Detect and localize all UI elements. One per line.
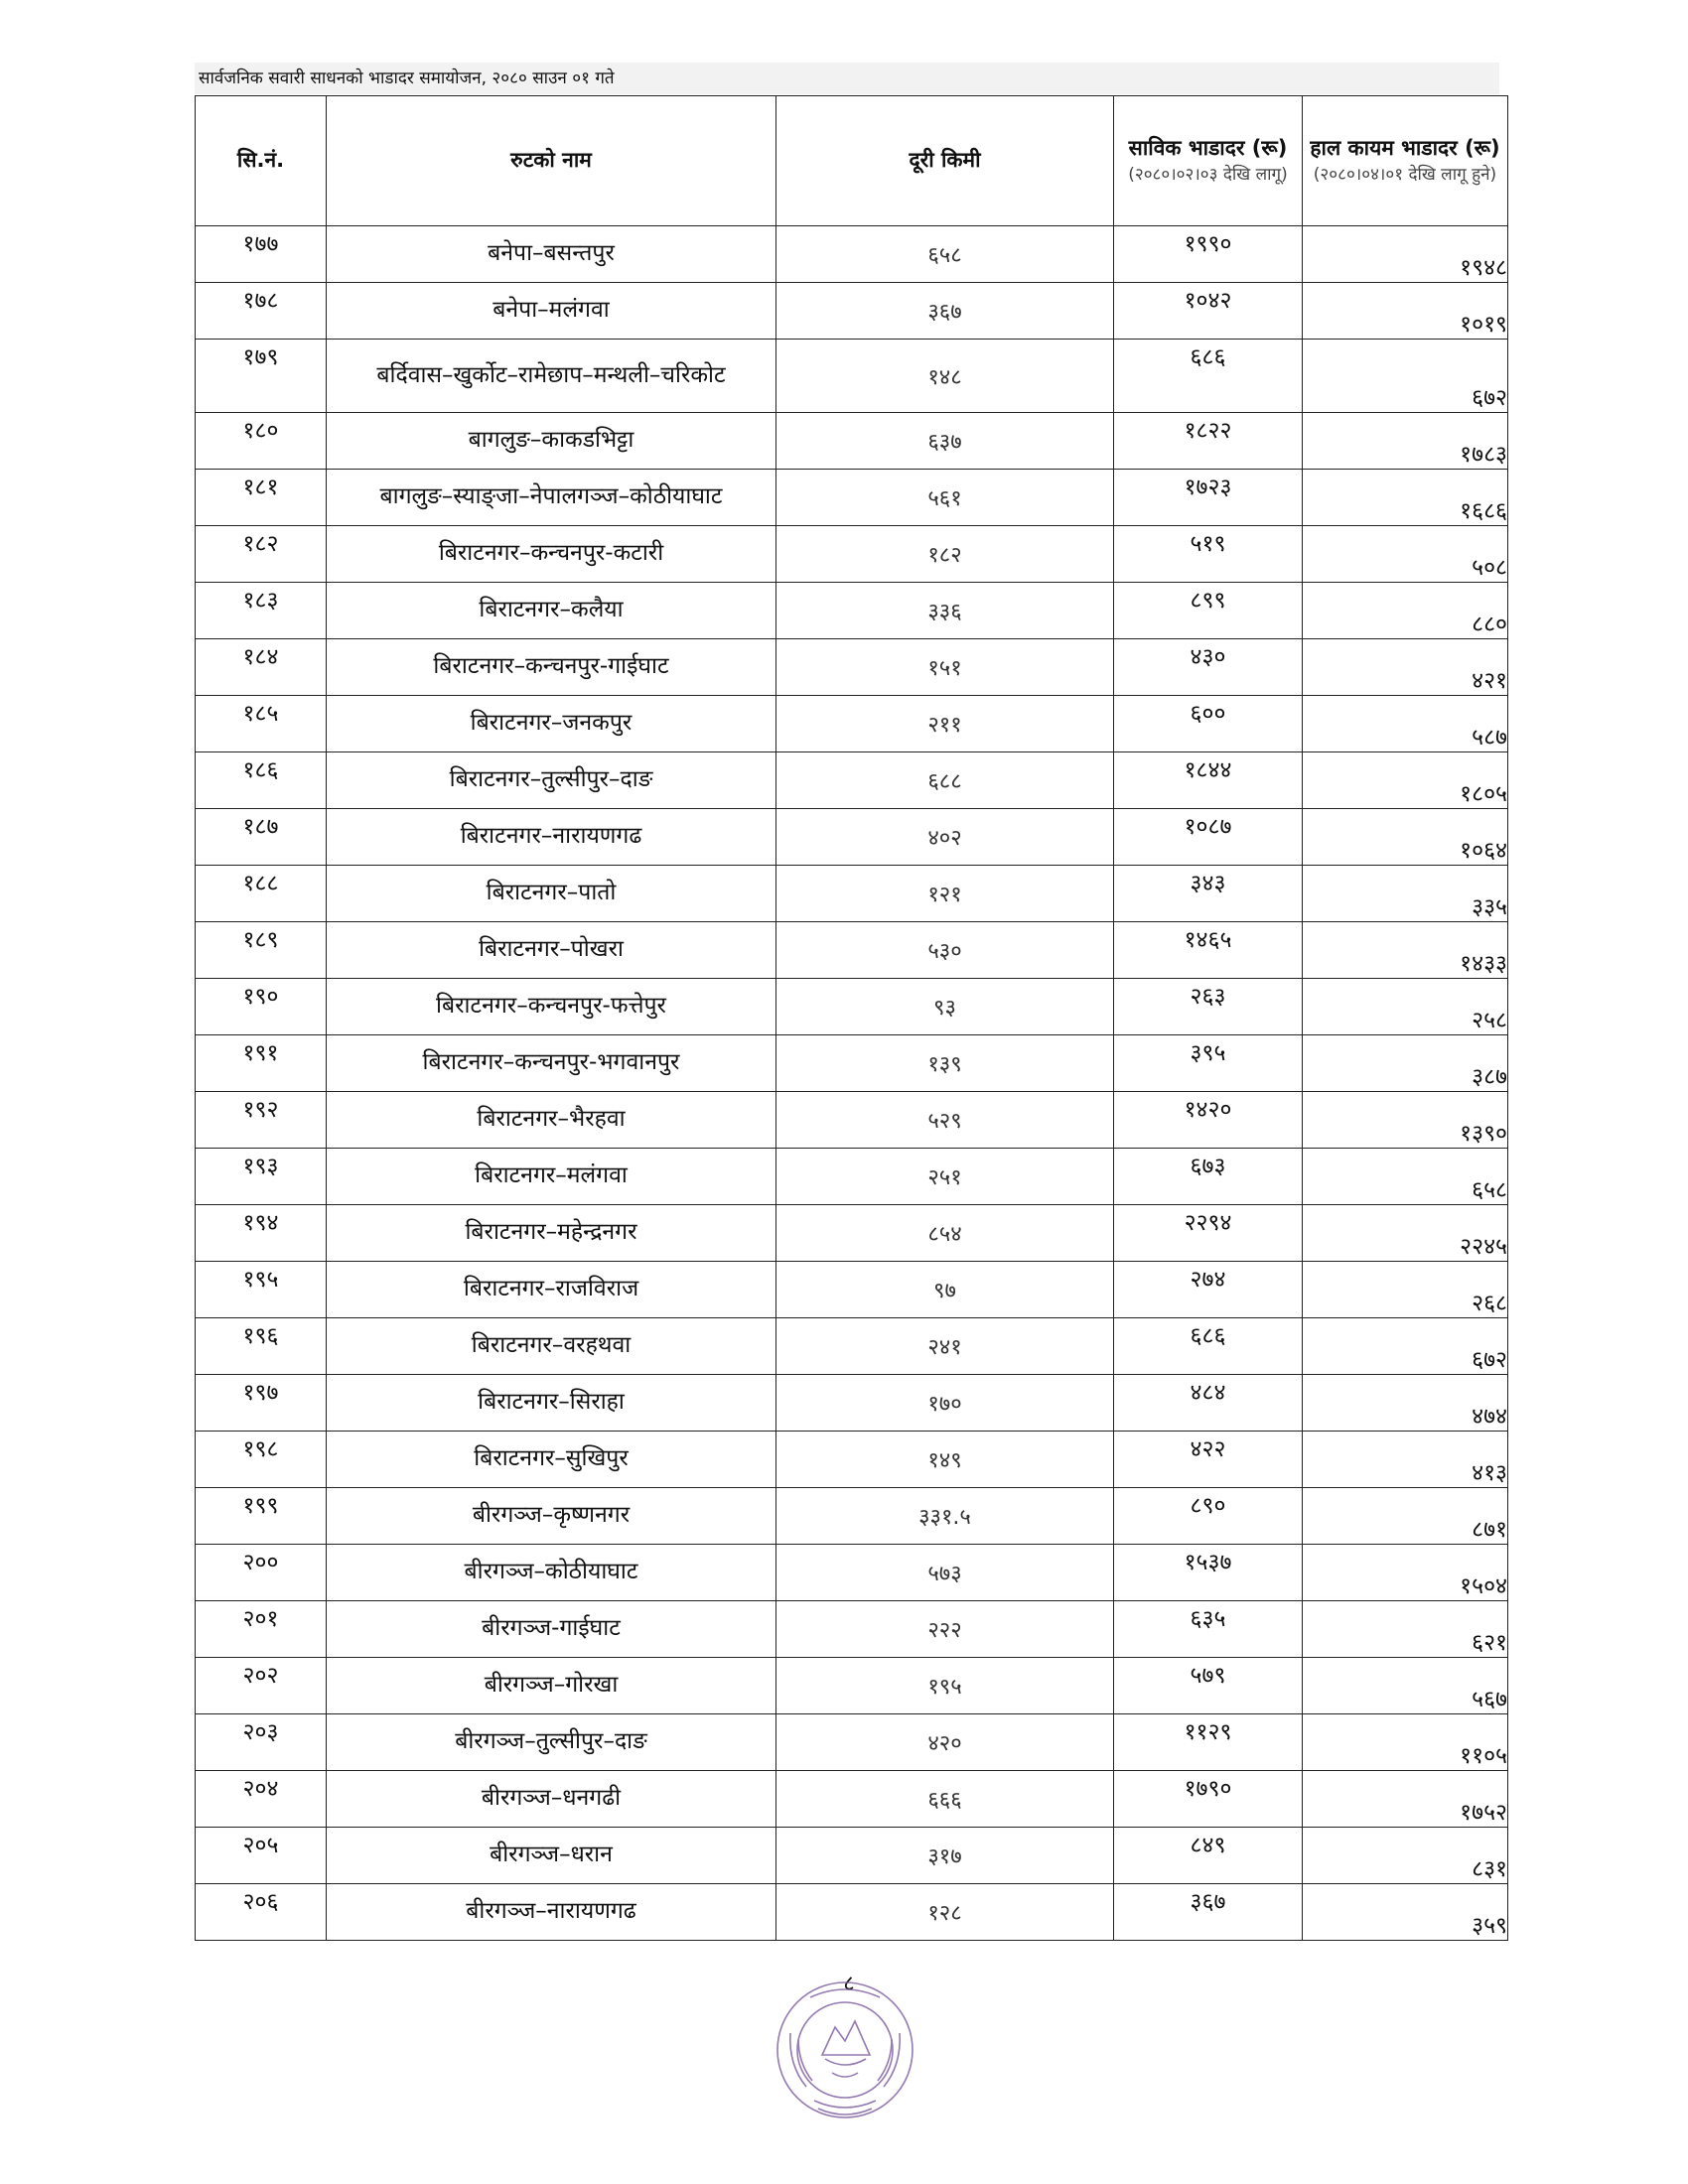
row-distance-km: ४०२ [776,809,1114,866]
row-distance-km: ९३ [776,979,1114,1035]
document-header: सार्वजनिक सवारी साधनको भाडादर समायोजन, २०८० साउन ०१ गते [195,63,1499,94]
table-row [196,413,1508,470]
row-old-fare: ४२२ [1114,1432,1303,1488]
row-serial-number: १८१ [196,470,327,526]
row-distance-km: ८५४ [776,1205,1114,1262]
row-new-fare: ३८७ [1303,1035,1508,1092]
row-serial-number: १९२ [196,1092,327,1149]
fare-table [195,95,1508,1941]
row-new-fare: २२४५ [1303,1205,1508,1262]
row-serial-number: २०६ [196,1884,327,1941]
table-row [196,1601,1508,1658]
row-serial-number: १८७ [196,809,327,866]
row-old-fare: ६०० [1114,696,1303,752]
row-old-fare: २६३ [1114,979,1303,1035]
row-route-name: बिराटनगर–नारायणगढ [327,809,776,866]
table-row [196,1375,1508,1432]
table-row [196,583,1508,639]
row-route-name: बिराटनगर–भैरहवा [327,1092,776,1149]
row-new-fare: ५०८ [1303,526,1508,583]
row-route-name: बीरगञ्ज–धरान [327,1828,776,1884]
row-distance-km: ३३६ [776,583,1114,639]
table-row [196,283,1508,340]
row-route-name: बिराटनगर–कन्चनपुर-गाईघाट [327,639,776,696]
row-old-fare: ३६७ [1114,1884,1303,1941]
row-distance-km: १४८ [776,340,1114,413]
row-serial-number: २०४ [196,1771,327,1828]
old-fare-title: साविक भाडादर (रू) [1128,136,1288,161]
row-new-fare: ४२१ [1303,639,1508,696]
row-serial-number: १८६ [196,752,327,809]
row-route-name: बिराटनगर–कन्चनपुर-फत्तेपुर [327,979,776,1035]
row-new-fare: २६८ [1303,1262,1508,1318]
row-old-fare: १८४४ [1114,752,1303,809]
row-distance-km: २५१ [776,1149,1114,1205]
row-old-fare: ११२९ [1114,1714,1303,1771]
table-row [196,639,1508,696]
row-old-fare: ८९० [1114,1488,1303,1545]
row-route-name: बिराटनगर–कन्चनपुर-भगवानपुर [327,1035,776,1092]
table-row [196,1828,1508,1884]
row-new-fare: ११०५ [1303,1714,1508,1771]
row-old-fare: १०८७ [1114,809,1303,866]
row-route-name: बिराटनगर–पोखरा [327,922,776,979]
row-old-fare: ४८४ [1114,1375,1303,1432]
table-row [196,752,1508,809]
row-route-name: बीरगञ्ज–तुल्सीपुर–दाङ [327,1714,776,1771]
table-row [196,1771,1508,1828]
row-route-name: बिराटनगर–जनकपुर [327,696,776,752]
row-route-name: बीरगञ्ज-गाईघाट [327,1601,776,1658]
row-route-name: बनेपा–मलंगवा [327,283,776,340]
row-old-fare: २२९४ [1114,1205,1303,1262]
row-serial-number: २०० [196,1545,327,1601]
row-distance-km: १२१ [776,866,1114,922]
row-serial-number: १७७ [196,226,327,283]
row-distance-km: १३९ [776,1035,1114,1092]
row-distance-km: ९७ [776,1262,1114,1318]
row-route-name: बिराटनगर–कन्चनपुर-कटारी [327,526,776,583]
row-old-fare: १४२० [1114,1092,1303,1149]
row-serial-number: १९७ [196,1375,327,1432]
table-row [196,809,1508,866]
row-new-fare: ८८० [1303,583,1508,639]
row-old-fare: ४३० [1114,639,1303,696]
row-distance-km: ५३० [776,922,1114,979]
table-row [196,1488,1508,1545]
col-header-route: रुटको नाम [327,96,776,226]
row-new-fare: १८०५ [1303,752,1508,809]
row-route-name: बिराटनगर–वरहथवा [327,1318,776,1375]
row-serial-number: २०२ [196,1658,327,1714]
row-route-name: बर्दिवास–खुर्कोट–रामेछाप–मन्थली–चरिकोट [327,340,776,413]
table-row [196,866,1508,922]
row-distance-km: १९५ [776,1658,1114,1714]
row-route-name: बिराटनगर–पातो [327,866,776,922]
row-distance-km: १८२ [776,526,1114,583]
row-new-fare: ८३१ [1303,1828,1508,1884]
row-distance-km: १५१ [776,639,1114,696]
row-distance-km: २११ [776,696,1114,752]
row-serial-number: १७८ [196,283,327,340]
row-new-fare: १७५२ [1303,1771,1508,1828]
row-distance-km: २४१ [776,1318,1114,1375]
row-route-name: बीरगञ्ज–कृष्णनगर [327,1488,776,1545]
row-old-fare: ३९५ [1114,1035,1303,1092]
table-row [196,1432,1508,1488]
row-distance-km: १२८ [776,1884,1114,1941]
row-distance-km: ६३७ [776,413,1114,470]
row-old-fare: ६३५ [1114,1601,1303,1658]
row-route-name: बिराटनगर–सिराहा [327,1375,776,1432]
table-row [196,526,1508,583]
row-distance-km: १७० [776,1375,1114,1432]
table-row [196,1545,1508,1601]
table-row [196,979,1508,1035]
col-header-old-fare [1114,96,1303,226]
old-fare-effective: (२०८०।०२।०३ देखि लागू) [1128,164,1288,185]
row-new-fare: १७८३ [1303,413,1508,470]
row-route-name: बिराटनगर–राजविराज [327,1262,776,1318]
table-row [196,1884,1508,1941]
col-header-distance: दूरी किमी [776,96,1114,226]
row-new-fare: ६५८ [1303,1149,1508,1205]
row-old-fare: १७९० [1114,1771,1303,1828]
row-distance-km: ३३१.५ [776,1488,1114,1545]
row-route-name: बीरगञ्ज–धनगढी [327,1771,776,1828]
table-row [196,696,1508,752]
row-serial-number: १९९ [196,1488,327,1545]
row-old-fare: ६८६ [1114,340,1303,413]
row-distance-km: १४९ [776,1432,1114,1488]
table-row [196,922,1508,979]
row-new-fare: १०६४ [1303,809,1508,866]
new-fare-effective: (२०८०।०४।०१ देखि लागू हुने) [1313,164,1497,185]
row-distance-km: ६८८ [776,752,1114,809]
row-serial-number: १८८ [196,866,327,922]
table-row [196,226,1508,283]
row-old-fare: १७२३ [1114,470,1303,526]
row-new-fare: ४७४ [1303,1375,1508,1432]
row-new-fare: १५०४ [1303,1545,1508,1601]
table-row [196,1035,1508,1092]
row-old-fare: २७४ [1114,1262,1303,1318]
row-old-fare: १०४२ [1114,283,1303,340]
row-distance-km: ३१७ [776,1828,1114,1884]
row-route-name: बागलुङ–काकडभिट्टा [327,413,776,470]
row-serial-number: १९५ [196,1262,327,1318]
table-row [196,1658,1508,1714]
new-fare-title: हाल कायम भाडादर (रू) [1310,136,1500,161]
row-distance-km: २२२ [776,1601,1114,1658]
row-serial-number: १८२ [196,526,327,583]
row-route-name: बिराटनगर–सुखिपुर [327,1432,776,1488]
row-old-fare: १५३७ [1114,1545,1303,1601]
page-number: ८ [843,1972,855,1996]
table-header-row [196,96,1508,226]
row-old-fare: ३४३ [1114,866,1303,922]
row-serial-number: १८४ [196,639,327,696]
row-serial-number: १९३ [196,1149,327,1205]
row-new-fare: ६७२ [1303,340,1508,413]
row-distance-km: ४२० [776,1714,1114,1771]
row-old-fare: ८९९ [1114,583,1303,639]
row-old-fare: १४६५ [1114,922,1303,979]
row-distance-km: ५६१ [776,470,1114,526]
row-serial-number: २०१ [196,1601,327,1658]
row-old-fare: ५७९ [1114,1658,1303,1714]
row-old-fare: ८४९ [1114,1828,1303,1884]
row-old-fare: ५१९ [1114,526,1303,583]
row-serial-number: १९१ [196,1035,327,1092]
table-row [196,1262,1508,1318]
row-old-fare: ६८६ [1114,1318,1303,1375]
row-serial-number: १९६ [196,1318,327,1375]
row-new-fare: ३३५ [1303,866,1508,922]
row-new-fare: १४३३ [1303,922,1508,979]
row-new-fare: १३९० [1303,1092,1508,1149]
row-old-fare: १८२२ [1114,413,1303,470]
table-row [196,1205,1508,1262]
row-new-fare: ५६७ [1303,1658,1508,1714]
table-row [196,1714,1508,1771]
row-route-name: बागलुङ–स्याङ्जा–नेपालगञ्ज–कोठीयाघाट [327,470,776,526]
table-row [196,1092,1508,1149]
row-serial-number: १८३ [196,583,327,639]
row-old-fare: ६७३ [1114,1149,1303,1205]
row-serial-number: २०३ [196,1714,327,1771]
table-row [196,1318,1508,1375]
row-new-fare: ३५९ [1303,1884,1508,1941]
row-old-fare: १९९० [1114,226,1303,283]
row-serial-number: १७९ [196,340,327,413]
row-new-fare: १६८६ [1303,470,1508,526]
row-new-fare: ४१३ [1303,1432,1508,1488]
row-distance-km: ५२९ [776,1092,1114,1149]
row-route-name: बिराटनगर–कलैया [327,583,776,639]
row-serial-number: १८५ [196,696,327,752]
row-route-name: बिराटनगर–तुल्सीपुर–दाङ [327,752,776,809]
row-serial-number: १९८ [196,1432,327,1488]
row-new-fare: ५८७ [1303,696,1508,752]
row-distance-km: ३६७ [776,283,1114,340]
row-serial-number: १८९ [196,922,327,979]
row-route-name: बनेपा–बसन्तपुर [327,226,776,283]
col-header-sn: सि.नं. [196,96,327,226]
row-route-name: बीरगञ्ज–गोरखा [327,1658,776,1714]
row-distance-km: ५७३ [776,1545,1114,1601]
row-new-fare: ६७२ [1303,1318,1508,1375]
row-serial-number: २०५ [196,1828,327,1884]
row-serial-number: १९४ [196,1205,327,1262]
row-new-fare: १०१९ [1303,283,1508,340]
row-distance-km: ६६६ [776,1771,1114,1828]
row-serial-number: १९० [196,979,327,1035]
row-new-fare: १९४८ [1303,226,1508,283]
table-row [196,470,1508,526]
row-new-fare: ८७१ [1303,1488,1508,1545]
row-route-name: बीरगञ्ज–नारायणगढ [327,1884,776,1941]
row-new-fare: ६२१ [1303,1601,1508,1658]
row-route-name: बिराटनगर–महेन्द्रनगर [327,1205,776,1262]
table-row [196,340,1508,413]
row-new-fare: २५८ [1303,979,1508,1035]
row-distance-km: ६५८ [776,226,1114,283]
row-route-name: बिराटनगर–मलंगवा [327,1149,776,1205]
row-serial-number: १८० [196,413,327,470]
row-route-name: बीरगञ्ज–कोठीयाघाट [327,1545,776,1601]
department-seal-stamp [771,1976,919,2124]
table-row [196,1149,1508,1205]
col-header-new-fare [1303,96,1508,226]
